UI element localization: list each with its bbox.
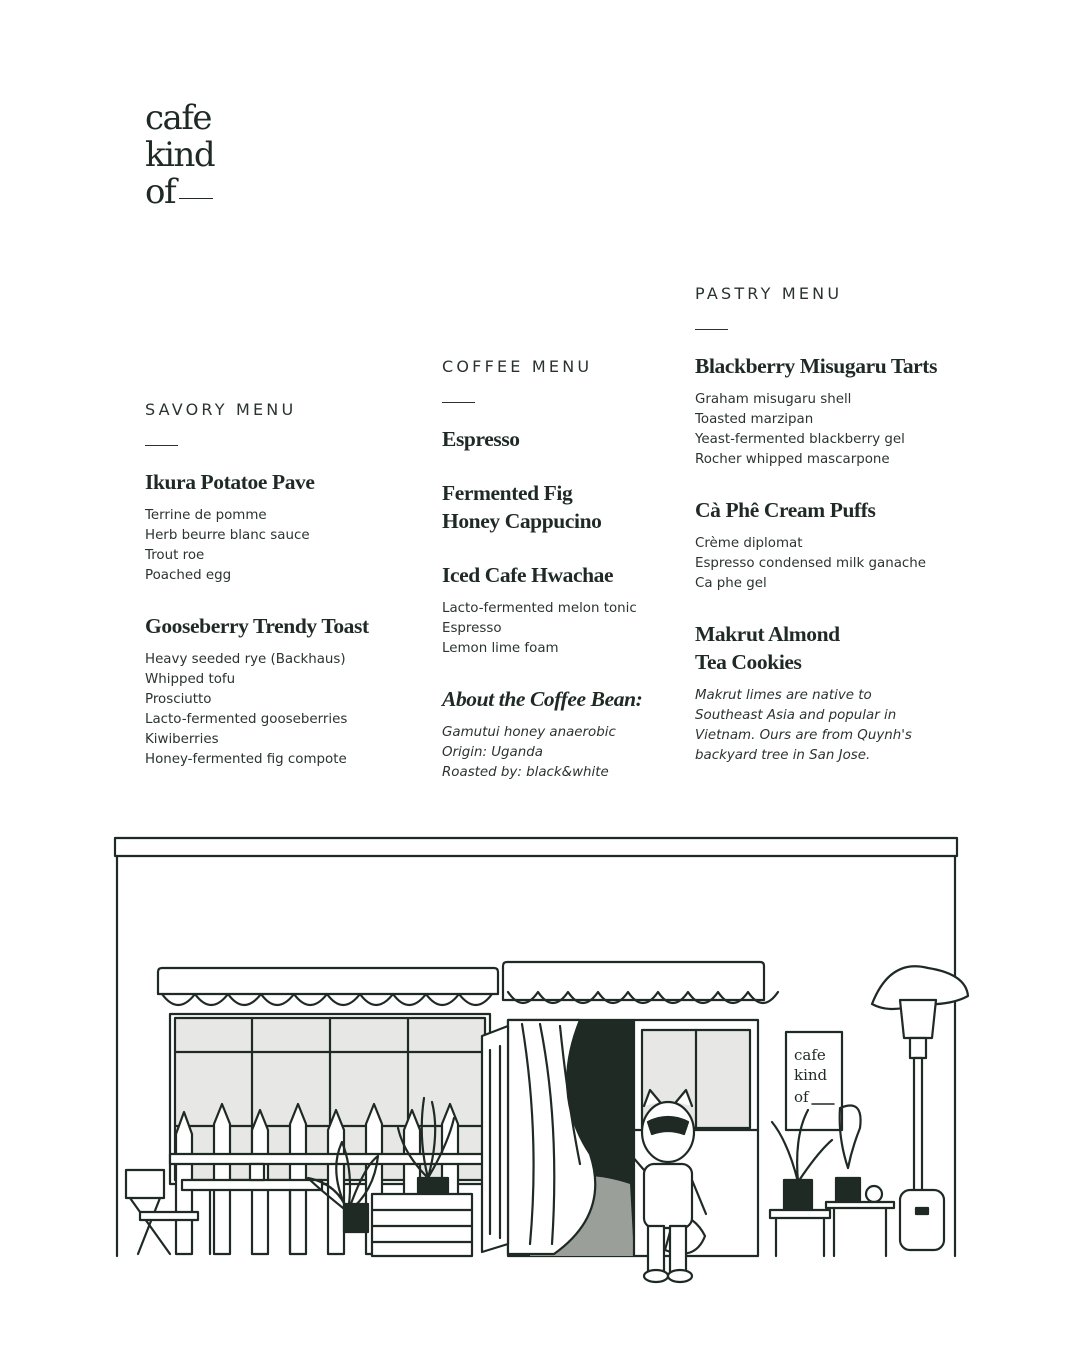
coffee-menu-title: COFFEE MENU — [442, 357, 593, 376]
about-coffee-title: About the Coffee Bean: — [442, 687, 643, 711]
item-name — [695, 620, 985, 676]
ingredient: Trout roe — [145, 548, 205, 563]
bean-detail: Origin: Uganda — [442, 745, 543, 760]
ingredient: Honey-fermented fig compote — [145, 752, 347, 767]
coffee-divider — [442, 402, 475, 403]
item-name — [442, 479, 732, 535]
item-name: Espresso — [442, 427, 520, 451]
savory-divider — [145, 445, 178, 446]
note-line: backyard tree in San Jose. — [695, 748, 871, 763]
ingredient: Kiwiberries — [145, 732, 219, 747]
bean-detail: Gamutui honey anaerobic — [442, 725, 616, 740]
sign-line-3: of — [794, 1088, 809, 1106]
ingredient: Herb beurre blanc sauce — [145, 528, 310, 543]
ingredient: Yeast-fermented blackberry gel — [695, 432, 905, 447]
ingredient: Poached egg — [145, 568, 232, 583]
logo-line-3-text: of — [145, 172, 176, 212]
note-line: Makrut limes are native to — [695, 688, 872, 703]
bean-detail: Roasted by: black&white — [442, 765, 609, 780]
cafe-logo — [145, 100, 214, 211]
pastry-menu-title: PASTRY MENU — [695, 284, 843, 303]
door-awning — [503, 962, 778, 1003]
logo-line-3 — [145, 174, 214, 211]
coffee-menu — [442, 357, 732, 809]
doorway — [482, 1020, 758, 1256]
item-name: Iced Cafe Hwachae — [442, 563, 614, 587]
logo-line-1: cafe — [145, 98, 212, 138]
item-ingredients — [695, 390, 985, 470]
menu-item — [695, 352, 985, 470]
ingredient: Crème diplomat — [695, 536, 803, 551]
item-name: Ikura Potatoe Pave — [145, 470, 315, 494]
menu-item — [145, 612, 435, 770]
menu-item — [442, 561, 732, 659]
menu-item — [442, 479, 732, 535]
ingredient: Toasted marzipan — [695, 412, 814, 427]
savory-menu-title: SAVORY MENU — [145, 400, 297, 419]
item-name-line: Tea Cookies — [695, 650, 802, 674]
menu-item — [145, 468, 435, 586]
menu-item — [442, 425, 732, 453]
wall-sign — [786, 1032, 842, 1130]
item-note — [695, 686, 985, 766]
ingredient: Rocher whipped mascarpone — [695, 452, 890, 467]
coffee-bean-info — [442, 685, 732, 783]
item-ingredients — [145, 506, 435, 586]
ingredient: Lacto-fermented melon tonic — [442, 601, 637, 616]
ingredient: Prosciutto — [145, 692, 212, 707]
logo-line-2: kind — [145, 135, 215, 175]
storefront-illustration — [110, 834, 970, 1304]
note-line: Southeast Asia and popular in — [695, 708, 897, 723]
item-ingredients — [145, 650, 435, 770]
item-name: Blackberry Misugaru Tarts — [695, 354, 938, 378]
ingredient: Graham misugaru shell — [695, 392, 852, 407]
pastry-divider — [695, 329, 728, 330]
ingredient: Terrine de pomme — [145, 508, 267, 523]
logo-dash — [179, 198, 213, 199]
item-name: Cà Phê Cream Puffs — [695, 498, 876, 522]
menu-item — [695, 620, 985, 766]
ingredient: Whipped tofu — [145, 672, 236, 687]
ingredient: Lemon lime foam — [442, 641, 559, 656]
ingredient: Ca phe gel — [695, 576, 767, 591]
coffee-bean-details — [442, 723, 732, 783]
sign-line-2: kind — [794, 1066, 828, 1084]
ingredient: Espresso condensed milk ganache — [695, 556, 927, 571]
item-name-line: Honey Cappucino — [442, 509, 602, 533]
ingredient: Espresso — [442, 621, 502, 636]
sign-line-1: cafe — [794, 1046, 826, 1064]
note-line: Vietnam. Ours are from Quynh's — [695, 728, 912, 743]
menu-item — [695, 496, 985, 594]
pastry-menu — [695, 284, 985, 792]
item-ingredients — [442, 599, 732, 659]
item-name: Gooseberry Trendy Toast — [145, 614, 369, 638]
ingredient: Heavy seeded rye (Backhaus) — [145, 652, 346, 667]
ingredient: Lacto-fermented gooseberries — [145, 712, 348, 727]
item-name-line: Fermented Fig — [442, 481, 573, 505]
item-name-line: Makrut Almond — [695, 622, 840, 646]
item-ingredients — [695, 534, 985, 594]
savory-menu — [145, 400, 435, 796]
